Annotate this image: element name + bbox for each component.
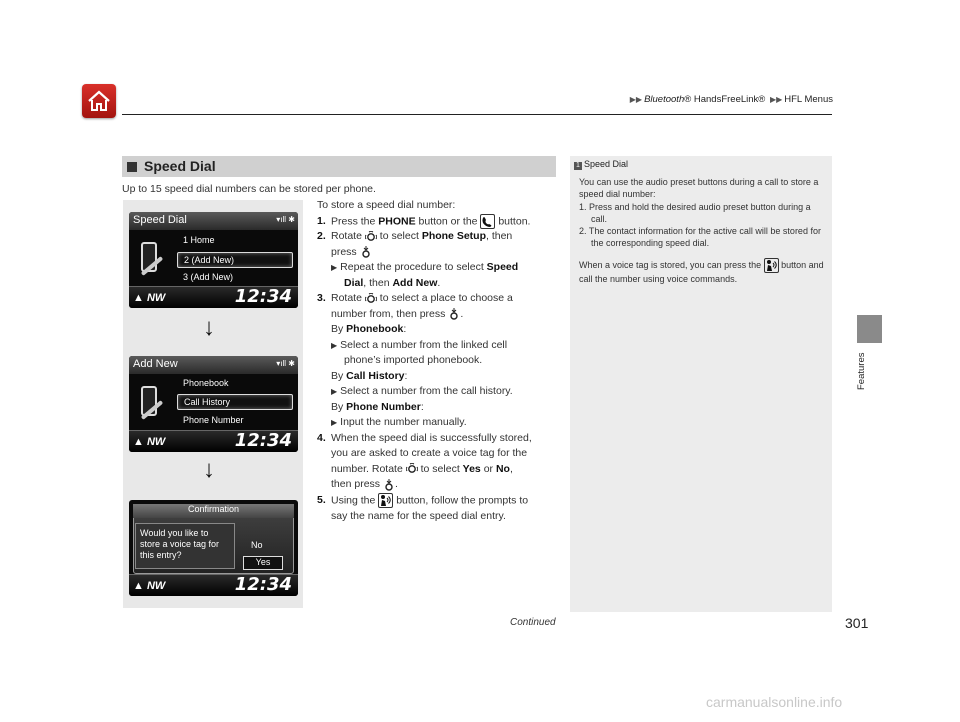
note-body: You can use the audio preset buttons during a call to store a speed dial number: 1. Press and hold the desired audio preset button during a call. 2. The contact information for the active call will be stored for the corresponding speed dial. When a voice tag is stored, you can press the button and call the number using voice commands. xyxy=(579,177,824,284)
section-heading xyxy=(122,156,556,177)
dialog-title: Confirmation xyxy=(133,504,294,518)
side-tab-label: Features xyxy=(856,352,867,390)
note-marker-icon: 1 xyxy=(574,162,582,170)
breadcrumb: ▶▶ Bluetooth® HandsFreeLink® ▶▶ HFL Menus xyxy=(629,94,833,105)
compass-heading: ▲ NW xyxy=(133,436,166,448)
procedure-steps: To store a speed dial number: 1. Press the PHONE button or the button. 2. Rotate to select Phone Setup, then press ▶ Repeat the procedure to select Speed Dial, then Add New. 3. Rotate to select a place to choose a number from, then press . By Phonebook: ▶ Select a number from the linked cell phone’s imported phonebook. By Call History: ▶ Select a number from the call history. By Phone Number: ▶ Input the number manually. 4. When the speed dial is successfully stored, you are asked to create a voice tag for the number. Rotate to select Yes or No, then press . 5. Using the button, follow the prompts to say the name for the speed dial entry. xyxy=(317,198,562,524)
talk-button-icon xyxy=(378,493,393,508)
home-button[interactable] xyxy=(82,84,116,118)
screen-title: Speed Dial xyxy=(129,212,298,230)
list-item: 3 (Add New) xyxy=(183,272,234,282)
step-1: 1. Press the PHONE button or the button. xyxy=(317,214,531,227)
selector-knob-icon xyxy=(365,293,377,305)
step-4: 4. When the speed dial is successfully stored, xyxy=(317,431,532,444)
compass-heading: ▲ NW xyxy=(133,580,166,592)
list-item-selected: 2 (Add New) xyxy=(177,252,293,268)
bullet-arrow-icon: ▶ xyxy=(331,263,338,273)
section-title: Speed Dial xyxy=(144,158,216,174)
header-divider xyxy=(122,114,832,115)
note-heading: 1 Speed Dial xyxy=(574,159,628,170)
step-2: 2. Rotate to select Phone Setup, then xyxy=(317,230,513,243)
dialog-question: Would you like to store a voice tag for this entry? xyxy=(135,523,235,569)
talk-button-icon xyxy=(764,258,779,273)
down-arrow-icon: ↓ xyxy=(203,456,215,483)
watermark: carmanualsonline.info xyxy=(706,694,843,710)
list-item-selected: Call History xyxy=(177,394,293,410)
list-item: 1 Home xyxy=(183,235,215,245)
press-knob-icon xyxy=(383,479,395,491)
phone-button-icon xyxy=(480,214,495,229)
option-no: No xyxy=(251,540,263,550)
selector-knob-icon xyxy=(365,231,377,243)
screen-speed-dial xyxy=(129,212,298,308)
bullet-arrow-icon: ▶ xyxy=(331,418,338,428)
press-knob-icon xyxy=(360,246,372,258)
intro-text: Up to 15 speed dial numbers can be stored per phone. xyxy=(122,183,376,195)
status-icons: ▾ıll ✱ xyxy=(276,359,295,368)
home-icon xyxy=(87,89,111,113)
screen-confirmation xyxy=(129,500,298,596)
clock: 12:34 xyxy=(234,286,292,307)
clock: 12:34 xyxy=(234,574,292,595)
compass-heading: ▲ NW xyxy=(133,292,166,304)
list-item: Phone Number xyxy=(183,415,244,425)
step-5: 5. Using the button, follow the prompts to xyxy=(317,494,529,507)
option-yes-selected: Yes xyxy=(243,556,283,570)
selector-knob-icon xyxy=(406,463,418,475)
bullet-arrow-icon: ▶ xyxy=(331,387,338,397)
down-arrow-icon: ↓ xyxy=(203,314,215,341)
clock: 12:34 xyxy=(234,430,292,451)
steps-lead: To store a speed dial number: xyxy=(317,199,456,211)
section-bullet-icon xyxy=(127,162,137,172)
screen-add-new xyxy=(129,356,298,452)
screen-title: Add New xyxy=(129,356,298,374)
list-item: Phonebook xyxy=(183,378,229,388)
press-knob-icon xyxy=(448,308,460,320)
page-number: 301 xyxy=(845,615,869,631)
status-icons: ▾ıll ✱ xyxy=(276,215,295,224)
bullet-arrow-icon: ▶ xyxy=(331,340,338,350)
phone-settings-icon xyxy=(135,238,169,284)
phone-settings-icon xyxy=(135,382,169,428)
continued-label: Continued xyxy=(510,617,556,628)
step-3: 3. Rotate to select a place to choose a xyxy=(317,292,513,305)
